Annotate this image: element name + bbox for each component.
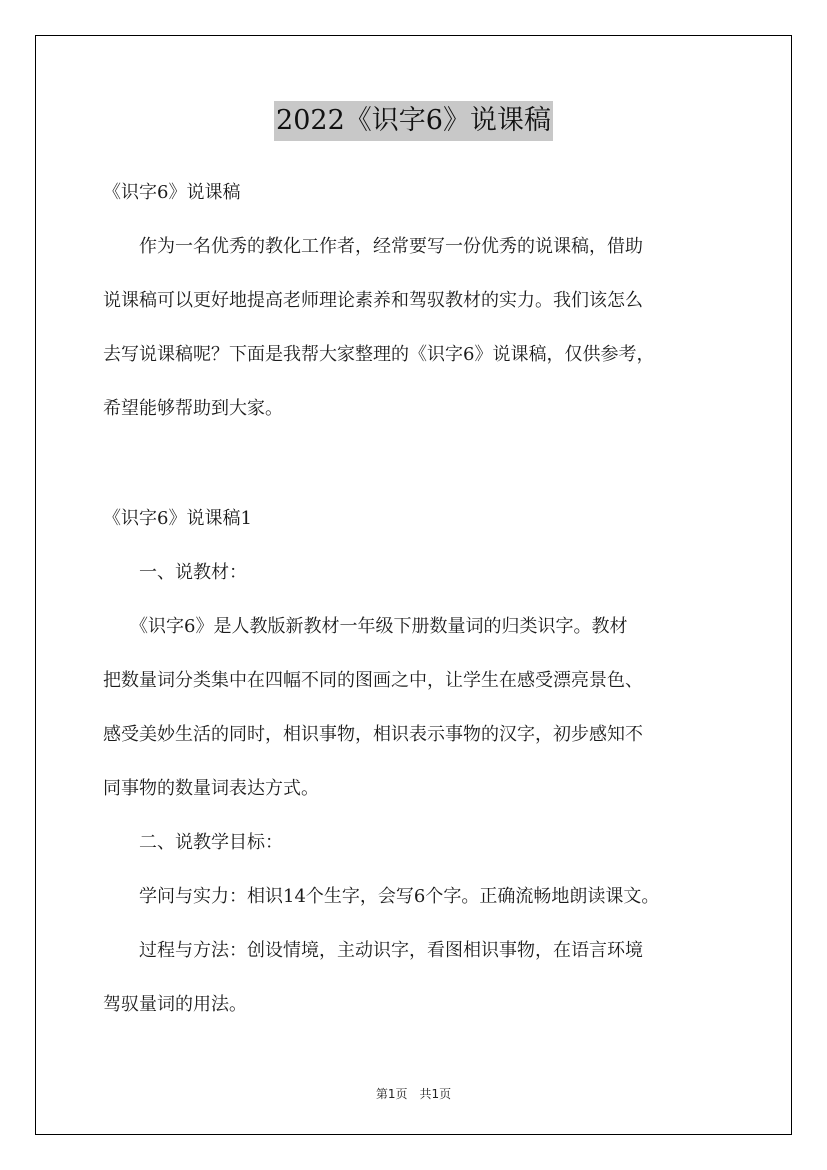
intro-line-4: 希望能够帮助到大家。 (103, 398, 283, 419)
heading-textbook: 一、说教材： (103, 562, 247, 583)
intro-line-2: 说课稿可以更好地提高老师理论素养和驾驭教材的实力。我们该怎么 (103, 290, 643, 311)
heading-goals: 二、说教学目标： (103, 832, 283, 853)
textbook-line-2: 把数量词分类集中在四幅不同的图画之中，让学生在感受漂亮景色、 (103, 670, 643, 691)
goal-process-line-1: 过程与方法：创设情境，主动识字，看图相识事物，在语言环境 (103, 940, 643, 961)
subtitle: 《识字6》说课稿 (103, 182, 241, 203)
page-footer: 第1页 共1页 (375, 1087, 452, 1101)
goal-process-line-2: 驾驭量词的用法。 (103, 994, 247, 1015)
textbook-line-4: 同事物的数量词表达方式。 (103, 778, 319, 799)
textbook-line-1: 《识字6》是人教版新教材一年级下册数量词的归类识字。教材 (103, 616, 628, 637)
intro-line-3: 去写说课稿呢？下面是我帮大家整理的《识字6》说课稿，仅供参考， (103, 344, 655, 365)
document-title: 2022《识字6》说课稿 (274, 101, 553, 141)
goal-knowledge: 学问与实力：相识14个生字，会写6个字。正确流畅地朗读课文。 (103, 886, 660, 907)
textbook-line-3: 感受美妙生活的同时，相识事物，相识表示事物的汉字，初步感知不 (103, 724, 643, 745)
title-container (0, 101, 827, 141)
section-title: 《识字6》说课稿1 (103, 508, 252, 529)
intro-line-1: 作为一名优秀的教化工作者，经常要写一份优秀的说课稿，借助 (103, 236, 643, 257)
